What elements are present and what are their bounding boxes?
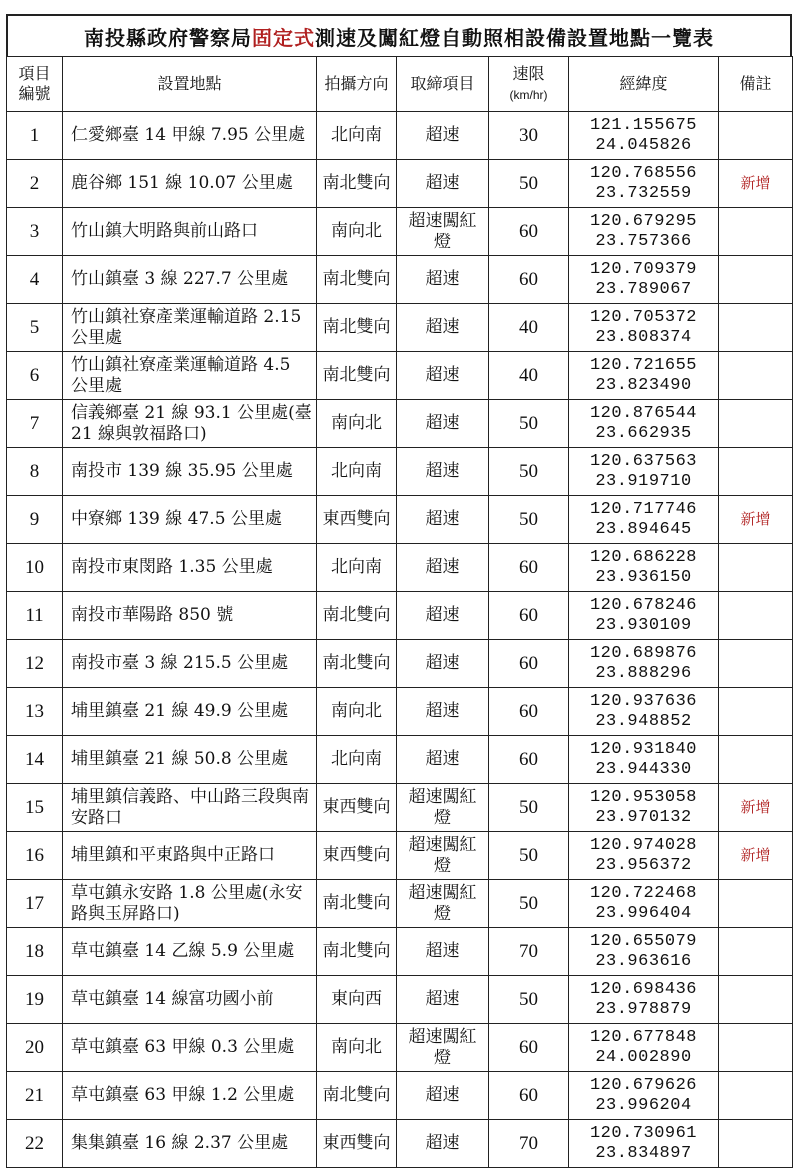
row-latitude: 23.757366 (595, 231, 692, 251)
row-speed-limit: 60 (489, 592, 569, 640)
row-enforcement-item: 超速闖紅燈 (397, 1024, 489, 1072)
row-note (719, 1120, 793, 1168)
row-enforcement-item: 超速 (397, 304, 489, 352)
row-number: 1 (7, 112, 63, 160)
table-row (7, 352, 793, 400)
row-longitude: 120.679295 (589, 211, 698, 231)
row-direction: 東向西 (317, 976, 397, 1024)
table-row (7, 208, 793, 256)
row-longitude: 120.730961 (589, 1123, 698, 1143)
row-speed-limit: 50 (489, 400, 569, 448)
row-location: 南投市臺 3 線 215.5 公里處 (63, 640, 317, 688)
row-speed-limit: 50 (489, 976, 569, 1024)
row-number: 21 (7, 1072, 63, 1120)
row-coordinates (569, 1072, 719, 1120)
table-header-row (7, 57, 793, 112)
row-speed-limit: 50 (489, 832, 569, 880)
row-direction: 南向北 (317, 1024, 397, 1072)
row-number: 19 (7, 976, 63, 1024)
row-enforcement-item: 超速 (397, 1072, 489, 1120)
row-number: 5 (7, 304, 63, 352)
row-latitude: 23.963616 (595, 951, 692, 971)
row-note (719, 592, 793, 640)
row-direction: 南北雙向 (317, 160, 397, 208)
row-latitude: 23.936150 (595, 567, 692, 587)
row-number: 14 (7, 736, 63, 784)
row-direction: 東西雙向 (317, 496, 397, 544)
row-note (719, 976, 793, 1024)
row-note (719, 256, 793, 304)
table-row (7, 688, 793, 736)
row-speed-limit: 50 (489, 448, 569, 496)
row-speed-limit: 70 (489, 928, 569, 976)
header-direction: 拍攝方向 (317, 57, 397, 112)
row-location: 竹山鎮社寮產業運輸道路 2.15 公里處 (63, 304, 317, 352)
table-row (7, 736, 793, 784)
row-enforcement-item: 超速 (397, 448, 489, 496)
camera-location-table (6, 56, 793, 1168)
row-enforcement-item: 超速 (397, 976, 489, 1024)
row-number: 16 (7, 832, 63, 880)
row-longitude: 120.768556 (589, 163, 698, 183)
row-direction: 北向南 (317, 112, 397, 160)
row-direction: 東西雙向 (317, 1120, 397, 1168)
row-note: 新增 (719, 496, 793, 544)
table-row (7, 400, 793, 448)
row-latitude: 23.823490 (595, 375, 692, 395)
header-speed-label: 速限 (512, 63, 545, 83)
row-direction: 南北雙向 (317, 592, 397, 640)
row-direction: 南北雙向 (317, 928, 397, 976)
header-no: 項目編號 (7, 57, 63, 112)
row-enforcement-item: 超速 (397, 1120, 489, 1168)
table-row (7, 496, 793, 544)
row-location: 草屯鎮臺 63 甲線 0.3 公里處 (63, 1024, 317, 1072)
row-location: 草屯鎮臺 14 乙線 5.9 公里處 (63, 928, 317, 976)
title-prefix: 南投縣政府警察局 (84, 25, 252, 50)
row-coordinates (569, 976, 719, 1024)
row-direction: 南北雙向 (317, 1072, 397, 1120)
row-direction: 南北雙向 (317, 640, 397, 688)
row-latitude: 23.919710 (595, 471, 692, 491)
row-latitude: 23.978879 (595, 999, 692, 1019)
row-latitude: 23.944330 (595, 759, 692, 779)
row-speed-limit: 50 (489, 496, 569, 544)
row-note (719, 1024, 793, 1072)
table-row (7, 1120, 793, 1168)
row-longitude: 120.705372 (589, 307, 698, 327)
row-latitude: 23.948852 (595, 711, 692, 731)
header-coords: 經緯度 (569, 57, 719, 112)
row-coordinates (569, 640, 719, 688)
row-latitude: 23.732559 (595, 183, 692, 203)
row-location: 南投市東閔路 1.35 公里處 (63, 544, 317, 592)
table-row (7, 928, 793, 976)
row-location: 鹿谷鄉 151 線 10.07 公里處 (63, 160, 317, 208)
row-note (719, 880, 793, 928)
table-row (7, 256, 793, 304)
row-number: 11 (7, 592, 63, 640)
row-enforcement-item: 超速 (397, 496, 489, 544)
row-coordinates (569, 400, 719, 448)
row-coordinates (569, 880, 719, 928)
row-speed-limit: 60 (489, 736, 569, 784)
row-speed-limit: 30 (489, 112, 569, 160)
row-longitude: 120.974028 (589, 835, 698, 855)
table-row (7, 112, 793, 160)
row-coordinates (569, 1120, 719, 1168)
row-note (719, 352, 793, 400)
row-number: 20 (7, 1024, 63, 1072)
table-row (7, 784, 793, 832)
row-speed-limit: 70 (489, 1120, 569, 1168)
row-coordinates (569, 496, 719, 544)
header-speed (489, 57, 569, 112)
header-speed-unit: (km/hr) (509, 87, 548, 102)
row-location: 埔里鎮信義路、中山路三段與南安路口 (63, 784, 317, 832)
row-enforcement-item: 超速闖紅燈 (397, 832, 489, 880)
row-location: 埔里鎮臺 21 線 49.9 公里處 (63, 688, 317, 736)
table-row (7, 640, 793, 688)
row-coordinates (569, 112, 719, 160)
row-note (719, 400, 793, 448)
table-row (7, 880, 793, 928)
row-enforcement-item: 超速闖紅燈 (397, 880, 489, 928)
row-number: 18 (7, 928, 63, 976)
row-number: 10 (7, 544, 63, 592)
table-body (7, 112, 793, 1168)
row-longitude: 120.709379 (589, 259, 698, 279)
row-coordinates (569, 304, 719, 352)
row-location: 南投市 139 線 35.95 公里處 (63, 448, 317, 496)
row-speed-limit: 60 (489, 1024, 569, 1072)
row-latitude: 23.930109 (595, 615, 692, 635)
row-longitude: 120.721655 (589, 355, 698, 375)
row-coordinates (569, 1024, 719, 1072)
row-note: 新增 (719, 784, 793, 832)
row-enforcement-item: 超速 (397, 256, 489, 304)
row-longitude: 120.637563 (589, 451, 698, 471)
table-row (7, 1024, 793, 1072)
table-row (7, 832, 793, 880)
row-direction: 南北雙向 (317, 256, 397, 304)
row-latitude: 23.970132 (595, 807, 692, 827)
row-speed-limit: 40 (489, 304, 569, 352)
row-coordinates (569, 736, 719, 784)
row-coordinates (569, 352, 719, 400)
row-latitude: 23.834897 (595, 1143, 692, 1163)
row-latitude: 24.045826 (595, 135, 692, 155)
row-latitude: 23.662935 (595, 423, 692, 443)
row-location: 草屯鎮臺 63 甲線 1.2 公里處 (63, 1072, 317, 1120)
row-note (719, 304, 793, 352)
row-latitude: 23.996204 (595, 1095, 692, 1115)
row-direction: 南向北 (317, 400, 397, 448)
row-note (719, 688, 793, 736)
row-speed-limit: 40 (489, 352, 569, 400)
table-row (7, 976, 793, 1024)
row-direction: 南向北 (317, 688, 397, 736)
row-enforcement-item: 超速 (397, 592, 489, 640)
row-note (719, 544, 793, 592)
row-coordinates (569, 448, 719, 496)
row-number: 2 (7, 160, 63, 208)
row-longitude: 120.655079 (589, 931, 698, 951)
row-latitude: 23.789067 (595, 279, 692, 299)
row-location: 埔里鎮和平東路與中正路口 (63, 832, 317, 880)
row-number: 13 (7, 688, 63, 736)
row-longitude: 120.717746 (589, 499, 698, 519)
row-note (719, 640, 793, 688)
row-note (719, 448, 793, 496)
row-longitude: 120.876544 (589, 403, 698, 423)
row-speed-limit: 60 (489, 544, 569, 592)
row-longitude: 120.953058 (589, 787, 698, 807)
row-coordinates (569, 208, 719, 256)
row-enforcement-item: 超速闖紅燈 (397, 784, 489, 832)
row-enforcement-item: 超速 (397, 544, 489, 592)
row-direction: 南北雙向 (317, 880, 397, 928)
row-speed-limit: 60 (489, 208, 569, 256)
row-speed-limit: 60 (489, 256, 569, 304)
row-direction: 北向南 (317, 736, 397, 784)
row-direction: 東西雙向 (317, 784, 397, 832)
row-enforcement-item: 超速 (397, 400, 489, 448)
row-location: 草屯鎮永安路 1.8 公里處(永安路與玉屏路口) (63, 880, 317, 928)
document-title (6, 14, 792, 56)
table-row (7, 1072, 793, 1120)
row-enforcement-item: 超速闖紅燈 (397, 208, 489, 256)
row-latitude: 23.894645 (595, 519, 692, 539)
row-coordinates (569, 784, 719, 832)
row-longitude: 121.155675 (589, 115, 698, 135)
row-number: 6 (7, 352, 63, 400)
row-enforcement-item: 超速 (397, 928, 489, 976)
row-number: 3 (7, 208, 63, 256)
row-location: 埔里鎮臺 21 線 50.8 公里處 (63, 736, 317, 784)
row-number: 17 (7, 880, 63, 928)
row-direction: 東西雙向 (317, 832, 397, 880)
row-speed-limit: 50 (489, 160, 569, 208)
row-direction: 北向南 (317, 544, 397, 592)
row-latitude: 23.808374 (595, 327, 692, 347)
row-longitude: 120.698436 (589, 979, 698, 999)
row-latitude: 24.002890 (595, 1047, 692, 1067)
row-location: 中寮鄉 139 線 47.5 公里處 (63, 496, 317, 544)
title-suffix: 測速及闖紅燈自動照相設備設置地點一覽表 (315, 25, 714, 50)
row-number: 12 (7, 640, 63, 688)
row-location: 信義鄉臺 21 線 93.1 公里處(臺 21 線與敦福路口) (63, 400, 317, 448)
row-direction: 南北雙向 (317, 304, 397, 352)
row-enforcement-item: 超速 (397, 112, 489, 160)
row-note: 新增 (719, 832, 793, 880)
row-longitude: 120.677848 (589, 1027, 698, 1047)
row-coordinates (569, 688, 719, 736)
title-highlight: 固定式 (252, 25, 315, 50)
row-number: 15 (7, 784, 63, 832)
row-direction: 南向北 (317, 208, 397, 256)
row-note (719, 208, 793, 256)
table-row (7, 448, 793, 496)
row-coordinates (569, 592, 719, 640)
row-enforcement-item: 超速 (397, 352, 489, 400)
header-item: 取締項目 (397, 57, 489, 112)
row-direction: 北向南 (317, 448, 397, 496)
row-number: 7 (7, 400, 63, 448)
row-coordinates (569, 256, 719, 304)
row-speed-limit: 50 (489, 880, 569, 928)
row-number: 4 (7, 256, 63, 304)
row-latitude: 23.888296 (595, 663, 692, 683)
row-location: 草屯鎮臺 14 線富功國小前 (63, 976, 317, 1024)
row-enforcement-item: 超速 (397, 160, 489, 208)
row-note (719, 1072, 793, 1120)
table-row (7, 592, 793, 640)
row-enforcement-item: 超速 (397, 640, 489, 688)
row-longitude: 120.678246 (589, 595, 698, 615)
row-location: 集集鎮臺 16 線 2.37 公里處 (63, 1120, 317, 1168)
row-location: 竹山鎮大明路與前山路口 (63, 208, 317, 256)
row-number: 22 (7, 1120, 63, 1168)
row-location: 南投市華陽路 850 號 (63, 592, 317, 640)
row-enforcement-item: 超速 (397, 688, 489, 736)
row-note (719, 736, 793, 784)
row-longitude: 120.679626 (589, 1075, 698, 1095)
row-longitude: 120.937636 (589, 691, 698, 711)
header-note: 備註 (719, 57, 793, 112)
row-speed-limit: 50 (489, 784, 569, 832)
row-coordinates (569, 832, 719, 880)
row-longitude: 120.931840 (589, 739, 698, 759)
row-location: 仁愛鄉臺 14 甲線 7.95 公里處 (63, 112, 317, 160)
table-row (7, 160, 793, 208)
row-speed-limit: 60 (489, 688, 569, 736)
row-location: 竹山鎮臺 3 線 227.7 公里處 (63, 256, 317, 304)
row-speed-limit: 60 (489, 640, 569, 688)
row-direction: 南北雙向 (317, 352, 397, 400)
row-note (719, 928, 793, 976)
row-note: 新增 (719, 160, 793, 208)
row-longitude: 120.689876 (589, 643, 698, 663)
row-speed-limit: 60 (489, 1072, 569, 1120)
row-coordinates (569, 928, 719, 976)
row-coordinates (569, 544, 719, 592)
header-location: 設置地點 (63, 57, 317, 112)
row-longitude: 120.722468 (589, 883, 698, 903)
row-location: 竹山鎮社寮產業運輸道路 4.5 公里處 (63, 352, 317, 400)
row-number: 8 (7, 448, 63, 496)
row-latitude: 23.996404 (595, 903, 692, 923)
row-enforcement-item: 超速 (397, 736, 489, 784)
row-latitude: 23.956372 (595, 855, 692, 875)
table-row (7, 544, 793, 592)
row-note (719, 112, 793, 160)
row-longitude: 120.686228 (589, 547, 698, 567)
table-row (7, 304, 793, 352)
row-number: 9 (7, 496, 63, 544)
row-coordinates (569, 160, 719, 208)
